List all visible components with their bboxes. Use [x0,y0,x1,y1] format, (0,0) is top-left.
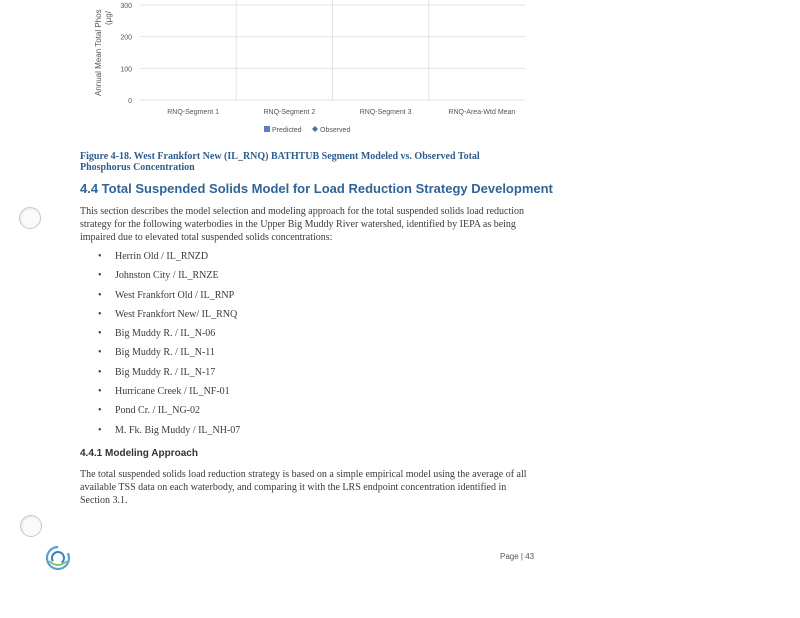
y-tick-label: 0 [128,98,132,105]
bullet-icon: • [98,424,102,436]
x-tick-label: RNQ-Area-Wtd Mean [448,109,516,116]
list-item: • Big Muddy R. / IL_N-17 [98,366,216,378]
y-tick-label: 300 [120,3,132,10]
legend-observed-marker [312,126,318,132]
bullet-icon: • [98,328,102,340]
bullet-icon: • [98,405,102,417]
agency-logo-icon [45,545,71,571]
bullet-icon: • [98,251,102,262]
bullet-icon: • [98,270,102,282]
legend-observed-label: Observed [320,127,351,134]
list-item: • M. Fk. Big Muddy / IL_NH-07 [98,424,241,436]
subsection-heading: 4.4.1 Modeling Approach [80,448,198,459]
bullet-icon: • [98,386,102,398]
x-tick-label: RNQ-Segment 3 [359,109,412,116]
legend-predicted-label: Predicted [272,127,302,134]
bullet-icon: • [98,308,102,320]
figure-caption: Figure 4-18. West Frankfort New (IL_RNQ) BATHTUB Segment Modeled vs. Observed Total Phosphorus Concentration [80,151,480,173]
chart-canvas [0,0,800,140]
list-item: • Pond Cr. / IL_NG-02 [98,405,200,417]
y-axis-unit: (µg/ [104,11,113,25]
list-item: • West Frankfort Old / IL_RNP [98,289,235,301]
list-item: • Herrin Old / IL_RNZD [98,251,209,262]
binder-hole-icon [20,515,42,537]
bullet-icon: • [98,289,102,301]
legend-predicted-swatch [264,126,270,132]
modeling-approach-text: The total suspended solids load reduction strategy is based on a simple empirical model using the average of all available TSS data on each waterbody, and comparing it with the LRS endpoint concentration identified in Section 3.1. [80,469,527,506]
bullet-icon: • [98,347,102,359]
list-item: • Big Muddy R. / IL_N-11 [98,347,215,359]
binder-hole-icon [19,207,41,229]
list-item: • West Frankfort New/ IL_RNQ [98,308,238,320]
y-tick-label: 200 [120,34,132,42]
page-number: Page | 43 [500,552,535,561]
section-intro: This section describes the model selection and modeling approach for the total suspended solids load reduction strategy for the following waterbodies in the Upper Big Muddy River watershed, identified by IEPA as being impaired due to elevated total suspended solids concentrations: [80,206,525,243]
x-tick-label: RNQ-Segment 1 [167,109,219,116]
bullet-icon: • [98,366,102,378]
list-item: • Johnston City / IL_RNZE [98,270,219,282]
y-axis-label: Annual Mean Total Phos [94,9,103,96]
x-tick-label: RNQ-Segment 2 [263,109,316,116]
list-item: • Hurricane Creek / IL_NF-01 [98,386,230,398]
waterbody-list [98,250,240,443]
section-heading: 4.4 Total Suspended Solids Model for Load Reduction Strategy Development [80,181,553,196]
y-tick-label: 100 [120,66,132,74]
tp-bar-chart [0,0,800,140]
list-item: • Big Muddy R. / IL_N-06 [98,328,216,340]
